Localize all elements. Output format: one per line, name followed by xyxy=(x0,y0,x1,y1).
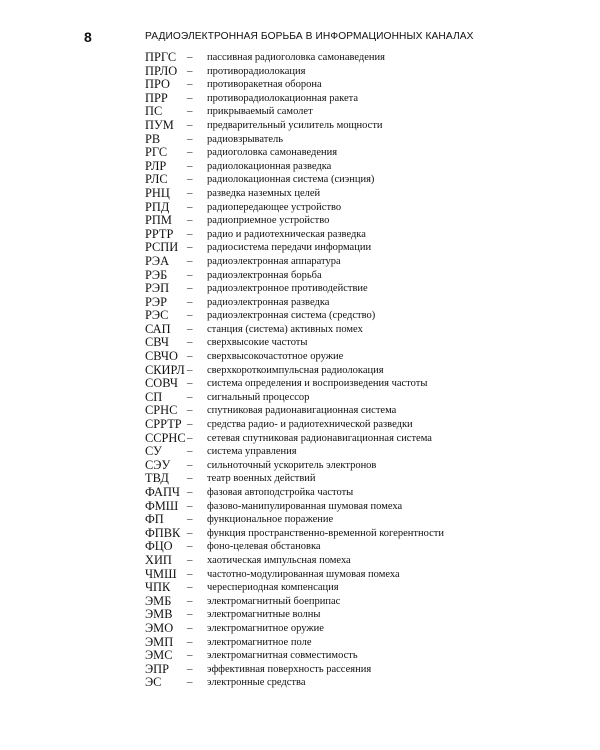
abbreviation-entry xyxy=(145,636,565,650)
abbreviation-entry xyxy=(145,160,565,174)
abbreviation: РЭП xyxy=(145,281,170,296)
abbreviation-entry xyxy=(145,418,565,432)
definition: радиоприемное устройство xyxy=(207,215,330,227)
abbreviation: РРТР xyxy=(145,226,174,241)
separator-dash: – xyxy=(187,499,193,512)
abbreviation-entry xyxy=(145,133,565,147)
abbreviation-entry xyxy=(145,78,565,92)
separator-dash: – xyxy=(187,567,193,580)
abbreviation-entry xyxy=(145,500,565,514)
abbreviation-entry xyxy=(145,214,565,228)
abbreviation: РЭС xyxy=(145,308,169,323)
abbreviation: ЭМБ xyxy=(145,593,172,608)
abbreviation-entry xyxy=(145,540,565,554)
definition: противорадиолокация xyxy=(207,65,306,77)
definition: сверхвысокие частоты xyxy=(207,337,308,349)
definition: сверхкороткоимпульсная радиолокация xyxy=(207,364,384,376)
separator-dash: – xyxy=(187,418,193,431)
abbreviation: ПРО xyxy=(145,77,170,92)
abbreviation: СРРТР xyxy=(145,417,182,432)
abbreviation-entry xyxy=(145,323,565,337)
definition: электромагнитные волны xyxy=(207,609,321,621)
separator-dash: – xyxy=(187,51,193,63)
separator-dash: – xyxy=(187,309,193,322)
definition: функциональное поражение xyxy=(207,514,334,526)
abbreviation: САП xyxy=(145,321,171,336)
separator-dash: – xyxy=(187,608,193,621)
abbreviation-entry xyxy=(145,568,565,582)
abbreviation-entry xyxy=(145,269,565,283)
definition: череспериодная компенсация xyxy=(207,582,339,594)
abbreviation: СП xyxy=(145,389,163,404)
abbreviation: РПМ xyxy=(145,213,172,228)
abbreviation: РВ xyxy=(145,131,161,146)
separator-dash: – xyxy=(187,581,193,594)
abbreviation-list xyxy=(145,51,565,690)
abbreviation-entry xyxy=(145,296,565,310)
definition: сверхвысокочастотное оружие xyxy=(207,351,344,363)
separator-dash: – xyxy=(187,553,193,566)
abbreviation: ПРЛО xyxy=(145,63,178,78)
definition: электромагнитная совместимость xyxy=(207,650,358,662)
abbreviation-entry xyxy=(145,119,565,133)
definition: фазовая автоподстройка частоты xyxy=(207,487,354,498)
definition: сигнальный процессор xyxy=(207,391,310,403)
definition: фазово-манипулированная шумовая помеха xyxy=(207,500,403,512)
separator-dash: – xyxy=(187,390,193,403)
separator-dash: – xyxy=(187,526,193,539)
abbreviation: СВЧ xyxy=(145,335,169,350)
abbreviation: РЭР xyxy=(145,294,167,309)
abbreviation-entry xyxy=(145,65,565,79)
abbreviation-entry xyxy=(145,663,565,677)
abbreviation: РПД xyxy=(145,199,170,214)
separator-dash: – xyxy=(187,486,193,498)
definition: электромагнитное поле xyxy=(207,636,312,648)
definition: электромагнитное оружие xyxy=(207,622,324,634)
separator-dash: – xyxy=(187,241,193,254)
definition: электронные средства xyxy=(207,677,306,689)
abbreviation-entry xyxy=(145,527,565,541)
abbreviation-entry xyxy=(145,255,565,269)
abbreviation-entry xyxy=(145,554,565,568)
definition: хаотическая импульсная помеха xyxy=(207,554,351,566)
separator-dash: – xyxy=(187,676,193,689)
definition: система управления xyxy=(207,446,297,458)
abbreviation-entry xyxy=(145,622,565,636)
separator-dash: – xyxy=(187,227,193,240)
abbreviation-entry xyxy=(145,404,565,418)
separator-dash: – xyxy=(187,91,193,104)
definition: радиоэлектронная аппаратура xyxy=(207,255,341,267)
abbreviation: РЭБ xyxy=(145,267,168,282)
separator-dash: – xyxy=(187,404,193,417)
separator-dash: – xyxy=(187,662,193,675)
abbreviation: СУ xyxy=(145,444,162,459)
separator-dash: – xyxy=(187,431,193,444)
abbreviation-entry xyxy=(145,173,565,187)
abbreviation: СРНС xyxy=(145,403,178,418)
abbreviation: ФЦО xyxy=(145,539,173,554)
definition: радиолокационная система (сиэнция) xyxy=(207,174,375,186)
abbreviation-entry xyxy=(145,513,565,527)
definition: радиосистема передачи информации xyxy=(207,242,372,254)
abbreviation: ЧМШ xyxy=(145,566,177,581)
abbreviation-entry xyxy=(145,336,565,350)
separator-dash: – xyxy=(187,146,193,159)
abbreviation-entry xyxy=(145,241,565,255)
separator-dash: – xyxy=(187,254,193,267)
abbreviation-entry xyxy=(145,595,565,609)
abbreviation: РЛС xyxy=(145,172,168,187)
definition: сетевая спутниковая радионавигационная система xyxy=(207,432,432,444)
separator-dash: – xyxy=(187,649,193,662)
abbreviation: ЭМС xyxy=(145,648,173,663)
definition: прикрываемый самолет xyxy=(207,106,313,118)
abbreviation: РСПИ xyxy=(145,240,179,255)
separator-dash: – xyxy=(187,322,193,335)
separator-dash: – xyxy=(187,295,193,308)
definition: радиоэлектронная борьба xyxy=(207,269,322,281)
separator-dash: – xyxy=(187,105,193,118)
definition: радиовзрыватель xyxy=(207,133,284,145)
abbreviation: СКИРЛ xyxy=(145,362,185,377)
separator-dash: – xyxy=(187,635,193,648)
definition: пассивная радиоголовка самонаведения xyxy=(207,52,385,63)
definition: система определения и воспроизведения частоты xyxy=(207,378,428,390)
abbreviation-entry xyxy=(145,187,565,201)
definition: противорадиолокационная ракета xyxy=(207,92,359,104)
abbreviation-entry xyxy=(145,676,565,690)
abbreviation: ФМШ xyxy=(145,498,179,513)
abbreviation-entry xyxy=(145,146,565,160)
abbreviation: ПС xyxy=(145,104,163,119)
definition: радио и радиотехническая разведка xyxy=(207,228,366,240)
abbreviation-entry xyxy=(145,581,565,595)
abbreviation: СВЧО xyxy=(145,349,178,364)
definition: частотно-модулированная шумовая помеха xyxy=(207,568,400,580)
definition: станция (система) активных помех xyxy=(207,323,363,335)
abbreviation-entry xyxy=(145,228,565,242)
abbreviation-entry xyxy=(145,608,565,622)
separator-dash: – xyxy=(187,173,193,186)
abbreviation-entry xyxy=(145,309,565,323)
definition: эффективная поверхность рассеяния xyxy=(207,663,372,675)
definition: радиоголовка самонаведения xyxy=(207,147,338,159)
definition: фоно-целевая обстановка xyxy=(207,541,321,553)
abbreviation: РГС xyxy=(145,145,168,160)
running-header: РАДИОЭЛЕКТРОННАЯ БОРЬБА В ИНФОРМАЦИОННЫХ КАНАЛАХ xyxy=(145,31,474,42)
separator-dash: – xyxy=(187,282,193,295)
separator-dash: – xyxy=(187,621,193,634)
abbreviation-entry xyxy=(145,391,565,405)
abbreviation-entry xyxy=(145,649,565,663)
definition: средства радио- и радиотехнической разведки xyxy=(207,419,413,431)
abbreviation: СЭУ xyxy=(145,457,171,472)
abbreviation-entry xyxy=(145,445,565,459)
abbreviation: ЭМП xyxy=(145,634,174,649)
abbreviation-entry xyxy=(145,201,565,215)
abbreviation: ФП xyxy=(145,512,164,527)
separator-dash: – xyxy=(187,132,193,145)
separator-dash: – xyxy=(187,363,193,376)
abbreviation-entry xyxy=(145,51,565,65)
abbreviation: РЛР xyxy=(145,158,167,173)
separator-dash: – xyxy=(187,214,193,227)
page-number: 8 xyxy=(84,29,92,45)
definition: радиоэлектронное противодействие xyxy=(207,283,368,295)
separator-dash: – xyxy=(187,336,193,349)
abbreviation: ЭМО xyxy=(145,620,174,635)
abbreviation: ФПВК xyxy=(145,525,181,540)
abbreviation-entry xyxy=(145,282,565,296)
abbreviation: ФАПЧ xyxy=(145,485,180,499)
abbreviation: СОВЧ xyxy=(145,376,178,391)
separator-dash: – xyxy=(187,118,193,131)
separator-dash: – xyxy=(187,472,193,485)
separator-dash: – xyxy=(187,268,193,281)
abbreviation-entry xyxy=(145,486,565,500)
separator-dash: – xyxy=(187,78,193,91)
definition: противоракетная оборона xyxy=(207,79,322,91)
separator-dash: – xyxy=(187,513,193,526)
abbreviation-entry xyxy=(145,105,565,119)
separator-dash: – xyxy=(187,594,193,607)
abbreviation: ЭС xyxy=(145,675,162,690)
definition: радиоэлектронная система (средство) xyxy=(207,310,376,322)
abbreviation: ПУМ xyxy=(145,117,174,132)
definition: электромагнитный боеприпас xyxy=(207,595,341,607)
separator-dash: – xyxy=(187,200,193,213)
abbreviation: РНЦ xyxy=(145,185,170,200)
definition: разведка наземных целей xyxy=(207,187,321,199)
separator-dash: – xyxy=(187,445,193,458)
abbreviation-entry xyxy=(145,92,565,106)
abbreviation: ТВД xyxy=(145,471,169,486)
definition: радиоэлектронная разведка xyxy=(207,296,330,308)
definition: театр военных действий xyxy=(207,473,316,485)
separator-dash: – xyxy=(187,186,193,199)
separator-dash: – xyxy=(187,458,193,471)
abbreviation: ЭПР xyxy=(145,661,170,676)
abbreviation: ПРР xyxy=(145,90,168,105)
abbreviation-entry xyxy=(145,459,565,473)
abbreviation: ЭМВ xyxy=(145,607,173,622)
separator-dash: – xyxy=(187,64,193,77)
abbreviation-entry xyxy=(145,377,565,391)
abbreviation-entry xyxy=(145,350,565,364)
abbreviation-entry xyxy=(145,432,565,446)
definition: функция пространственно-временной когерентности xyxy=(207,527,444,539)
separator-dash: – xyxy=(187,377,193,390)
definition: радиопередающее устройство xyxy=(207,201,342,213)
separator-dash: – xyxy=(187,159,193,172)
abbreviation: ЧПК xyxy=(145,580,171,595)
abbreviation-entry xyxy=(145,364,565,378)
separator-dash: – xyxy=(187,350,193,363)
definition: сильноточный ускоритель электронов xyxy=(207,459,377,471)
abbreviation-entry xyxy=(145,472,565,486)
definition: радиолокационная разведка xyxy=(207,160,332,172)
definition: предварительный усилитель мощности xyxy=(207,119,383,131)
abbreviation: ХИП xyxy=(145,552,172,567)
abbreviation: ССРНС xyxy=(145,430,186,445)
abbreviation: РЭА xyxy=(145,253,170,268)
definition: спутниковая радионавигационная система xyxy=(207,405,397,417)
separator-dash: – xyxy=(187,540,193,553)
abbreviation: ПРГС xyxy=(145,50,177,64)
